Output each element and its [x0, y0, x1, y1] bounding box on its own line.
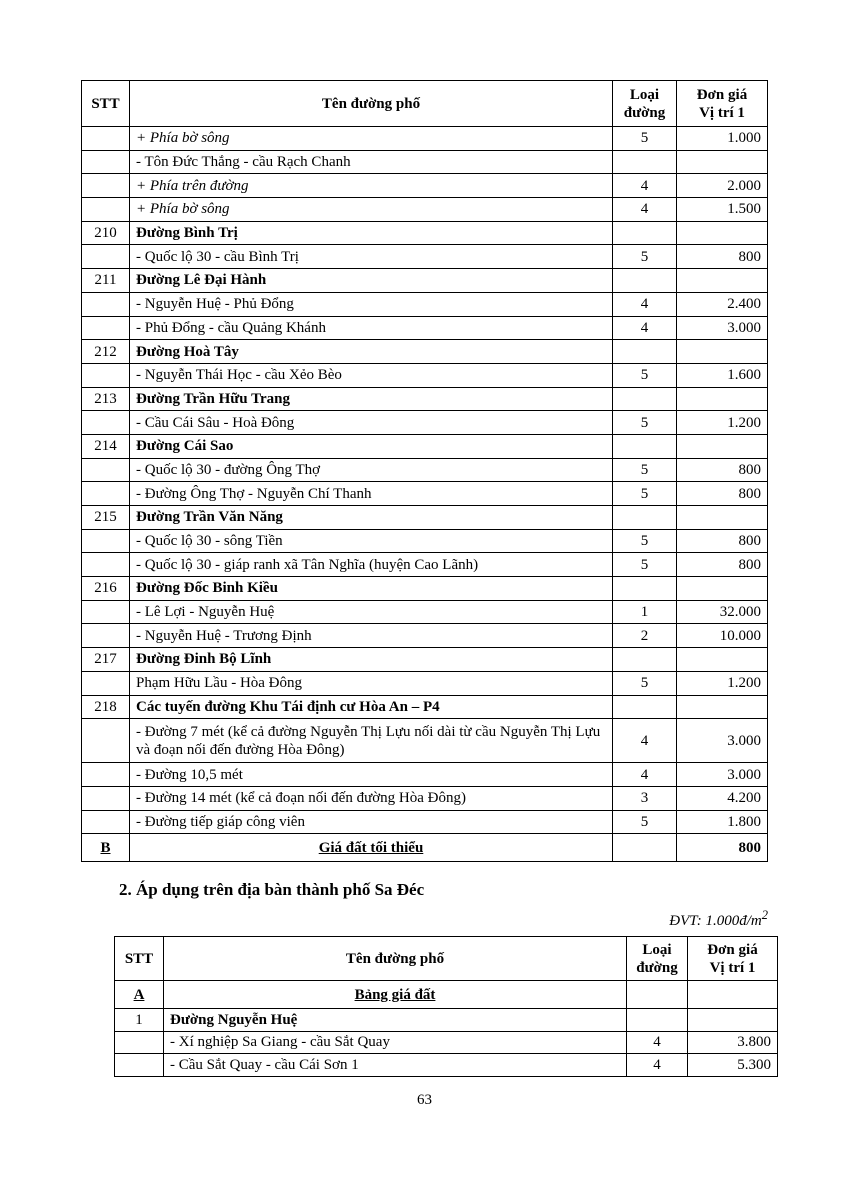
table-header-row: [115, 937, 778, 981]
row-stt: [82, 198, 130, 222]
row-stt: 217: [82, 648, 130, 672]
row-street-name: - Tôn Đức Thắng - cầu Rạch Chanh: [130, 150, 613, 174]
land-price-table-2: [114, 936, 778, 1077]
row-stt: [82, 600, 130, 624]
row-price: 1.200: [677, 671, 768, 695]
table-row: [82, 198, 768, 222]
table-row: [82, 127, 768, 151]
row-street-name: - Nguyễn Huệ - Trương Định: [130, 624, 613, 648]
row-road-type: [613, 434, 677, 458]
row-stt: [82, 316, 130, 340]
row-stt: [82, 671, 130, 695]
row-price: 3.000: [677, 763, 768, 787]
row-stt: [82, 363, 130, 387]
row-road-type: 5: [613, 127, 677, 151]
table-body: [115, 1009, 778, 1077]
row-road-type: 4: [613, 719, 677, 763]
row-price: 3.000: [677, 316, 768, 340]
row-stt: 216: [82, 577, 130, 601]
section-row: [115, 981, 778, 1009]
row-road-type: [613, 221, 677, 245]
table-row: [82, 671, 768, 695]
row-price: 800: [677, 245, 768, 269]
row-price: 800: [677, 553, 768, 577]
row-road-type: [613, 150, 677, 174]
row-street-name: Đường Lê Đại Hành: [130, 269, 613, 293]
row-street-name: - Cầu Sắt Quay - cầu Cái Sơn 1: [164, 1054, 627, 1077]
table-row: [82, 458, 768, 482]
row-road-type: [613, 648, 677, 672]
row-road-type: 4: [627, 1054, 688, 1077]
row-road-type: 5: [613, 245, 677, 269]
row-price: [677, 340, 768, 364]
row-stt: [82, 482, 130, 506]
table-row: [115, 1054, 778, 1077]
row-price: [677, 434, 768, 458]
header-street-name: Tên đường phố: [130, 81, 613, 127]
header-street-name: Tên đường phố: [164, 937, 627, 981]
section-title: Bảng giá đất: [164, 981, 627, 1009]
row-stt: 214: [82, 434, 130, 458]
row-road-type: 4: [627, 1031, 688, 1054]
row-price: 1.000: [677, 127, 768, 151]
row-street-name: + Phía bờ sông: [130, 127, 613, 151]
row-price: [677, 221, 768, 245]
row-price: 1.500: [677, 198, 768, 222]
section-stt: A: [115, 981, 164, 1009]
row-road-type: [613, 269, 677, 293]
row-street-name: Các tuyến đường Khu Tái định cư Hòa An – P4: [130, 695, 613, 719]
row-street-name: - Lê Lợi - Nguyễn Huệ: [130, 600, 613, 624]
row-stt: [82, 529, 130, 553]
row-stt: [82, 174, 130, 198]
section-heading: 2. Áp dụng trên địa bàn thành phố Sa Đéc: [119, 880, 425, 899]
row-road-type: [613, 387, 677, 411]
row-stt: 215: [82, 506, 130, 530]
row-road-type: 5: [613, 363, 677, 387]
row-stt: [82, 458, 130, 482]
row-road-type: 4: [613, 316, 677, 340]
row-street-name: - Quốc lộ 30 - sông Tiền: [130, 529, 613, 553]
row-price: 32.000: [677, 600, 768, 624]
row-price: 2.000: [677, 174, 768, 198]
row-price: 800: [677, 482, 768, 506]
row-stt: [82, 127, 130, 151]
row-price: 1.200: [677, 411, 768, 435]
row-price: [677, 648, 768, 672]
row-street-name: - Phủ Đổng - cầu Quảng Khánh: [130, 316, 613, 340]
row-street-name: Đường Trần Văn Năng: [130, 506, 613, 530]
table-row: [82, 553, 768, 577]
row-road-type: [613, 577, 677, 601]
row-road-type: 4: [613, 763, 677, 787]
header-stt: STT: [82, 81, 130, 127]
table-row: [82, 482, 768, 506]
minimum-price-row: [82, 834, 768, 862]
land-price-table-1: [81, 80, 768, 862]
row-price: [677, 506, 768, 530]
row-stt: 213: [82, 387, 130, 411]
row-road-type: 4: [613, 198, 677, 222]
table-header-row: [82, 81, 768, 127]
table-row: [82, 810, 768, 834]
row-road-type: [613, 340, 677, 364]
table-row: [115, 1009, 778, 1032]
footer-price: 800: [677, 834, 768, 862]
table-row: [82, 786, 768, 810]
row-price: [677, 387, 768, 411]
table-row: [82, 624, 768, 648]
row-street-name: - Nguyễn Thái Học - cầu Xẻo Bèo: [130, 363, 613, 387]
row-stt: [82, 810, 130, 834]
row-road-type: 5: [613, 411, 677, 435]
row-road-type: 2: [613, 624, 677, 648]
row-street-name: + Phía trên đường: [130, 174, 613, 198]
page-number: 63: [417, 1092, 432, 1108]
header-road-type: Loại đường: [613, 81, 677, 127]
row-stt: [115, 1054, 164, 1077]
row-price: [688, 1009, 778, 1032]
row-road-type: 5: [613, 482, 677, 506]
row-price: 3.800: [688, 1031, 778, 1054]
row-street-name: Đường Nguyễn Huệ: [164, 1009, 627, 1032]
table-row: [82, 600, 768, 624]
row-street-name: - Đường 7 mét (kể cả đường Nguyễn Thị Lựu nối dài từ cầu Nguyễn Thị Lựu và đoạn nối đến đường Hòa Đông): [130, 719, 613, 763]
row-road-type: 1: [613, 600, 677, 624]
row-stt: [82, 245, 130, 269]
row-road-type: 3: [613, 786, 677, 810]
row-street-name: Đường Hoà Tây: [130, 340, 613, 364]
row-street-name: - Quốc lộ 30 - giáp ranh xã Tân Nghĩa (huyện Cao Lãnh): [130, 553, 613, 577]
table-row: [82, 577, 768, 601]
table-row: [82, 506, 768, 530]
row-road-type: [613, 506, 677, 530]
table-row: [115, 1031, 778, 1054]
row-price: 1.600: [677, 363, 768, 387]
row-stt: [82, 553, 130, 577]
row-street-name: + Phía bờ sông: [130, 198, 613, 222]
row-street-name: - Cầu Cái Sâu - Hoà Đông: [130, 411, 613, 435]
row-price: 4.200: [677, 786, 768, 810]
footer-road-type: [613, 834, 677, 862]
row-stt: [82, 763, 130, 787]
table-row: [82, 340, 768, 364]
row-stt: 210: [82, 221, 130, 245]
row-price: 5.300: [688, 1054, 778, 1077]
row-road-type: 5: [613, 458, 677, 482]
row-street-name: Đường Cái Sao: [130, 434, 613, 458]
row-price: [677, 269, 768, 293]
row-road-type: 4: [613, 292, 677, 316]
row-road-type: 4: [613, 174, 677, 198]
row-street-name: Đường Đốc Binh Kiều: [130, 577, 613, 601]
footer-stt: B: [82, 834, 130, 862]
table-row: [82, 434, 768, 458]
row-stt: [82, 719, 130, 763]
row-street-name: Đường Bình Trị: [130, 221, 613, 245]
table-row: [82, 387, 768, 411]
row-stt: [82, 411, 130, 435]
row-street-name: - Quốc lộ 30 - đường Ông Thợ: [130, 458, 613, 482]
row-stt: 1: [115, 1009, 164, 1032]
table-row: [82, 292, 768, 316]
header-road-type: Loại đường: [627, 937, 688, 981]
row-street-name: Đường Trần Hữu Trang: [130, 387, 613, 411]
row-stt: [82, 786, 130, 810]
row-road-type: [613, 695, 677, 719]
row-price: [677, 577, 768, 601]
table-row: [82, 411, 768, 435]
row-price: [677, 695, 768, 719]
row-street-name: - Xí nghiệp Sa Giang - cầu Sắt Quay: [164, 1031, 627, 1054]
table-row: [82, 245, 768, 269]
table-row: [82, 316, 768, 340]
section-price: [688, 981, 778, 1009]
row-street-name: - Đường 14 mét (kể cả đoạn nối đến đường Hòa Đông): [130, 786, 613, 810]
table-row: [82, 763, 768, 787]
row-price: 2.400: [677, 292, 768, 316]
row-price: 3.000: [677, 719, 768, 763]
row-stt: [115, 1031, 164, 1054]
row-street-name: Đường Đinh Bộ Lĩnh: [130, 648, 613, 672]
table-row: [82, 269, 768, 293]
row-stt: 218: [82, 695, 130, 719]
table-row: [82, 221, 768, 245]
row-stt: [82, 624, 130, 648]
table-row: [82, 529, 768, 553]
row-price: 1.800: [677, 810, 768, 834]
row-road-type: 5: [613, 671, 677, 695]
row-stt: 212: [82, 340, 130, 364]
row-stt: 211: [82, 269, 130, 293]
table-body: [82, 127, 768, 834]
header-unit-price: Đơn giá Vị trí 1: [688, 937, 778, 981]
table-row: [82, 695, 768, 719]
row-street-name: Phạm Hữu Lầu - Hòa Đông: [130, 671, 613, 695]
table-row: [82, 719, 768, 763]
header-stt: STT: [115, 937, 164, 981]
row-street-name: - Đường tiếp giáp công viên: [130, 810, 613, 834]
row-road-type: 5: [613, 529, 677, 553]
row-price: 10.000: [677, 624, 768, 648]
row-price: 800: [677, 458, 768, 482]
section-road-type: [627, 981, 688, 1009]
row-street-name: - Đường Ông Thợ - Nguyễn Chí Thanh: [130, 482, 613, 506]
table-row: [82, 150, 768, 174]
footer-label: Giá đất tối thiểu: [130, 834, 613, 862]
row-stt: [82, 292, 130, 316]
row-street-name: - Nguyễn Huệ - Phủ Đổng: [130, 292, 613, 316]
row-stt: [82, 150, 130, 174]
row-street-name: - Đường 10,5 mét: [130, 763, 613, 787]
row-road-type: 5: [613, 553, 677, 577]
row-street-name: - Quốc lộ 30 - cầu Bình Trị: [130, 245, 613, 269]
row-road-type: 5: [613, 810, 677, 834]
header-unit-price: Đơn giá Vị trí 1: [677, 81, 768, 127]
table-row: [82, 363, 768, 387]
row-price: 800: [677, 529, 768, 553]
unit-label: ĐVT: $1.000đ/m^2$: [669, 908, 768, 929]
row-road-type: [627, 1009, 688, 1032]
table-row: [82, 648, 768, 672]
row-price: [677, 150, 768, 174]
table-row: [82, 174, 768, 198]
